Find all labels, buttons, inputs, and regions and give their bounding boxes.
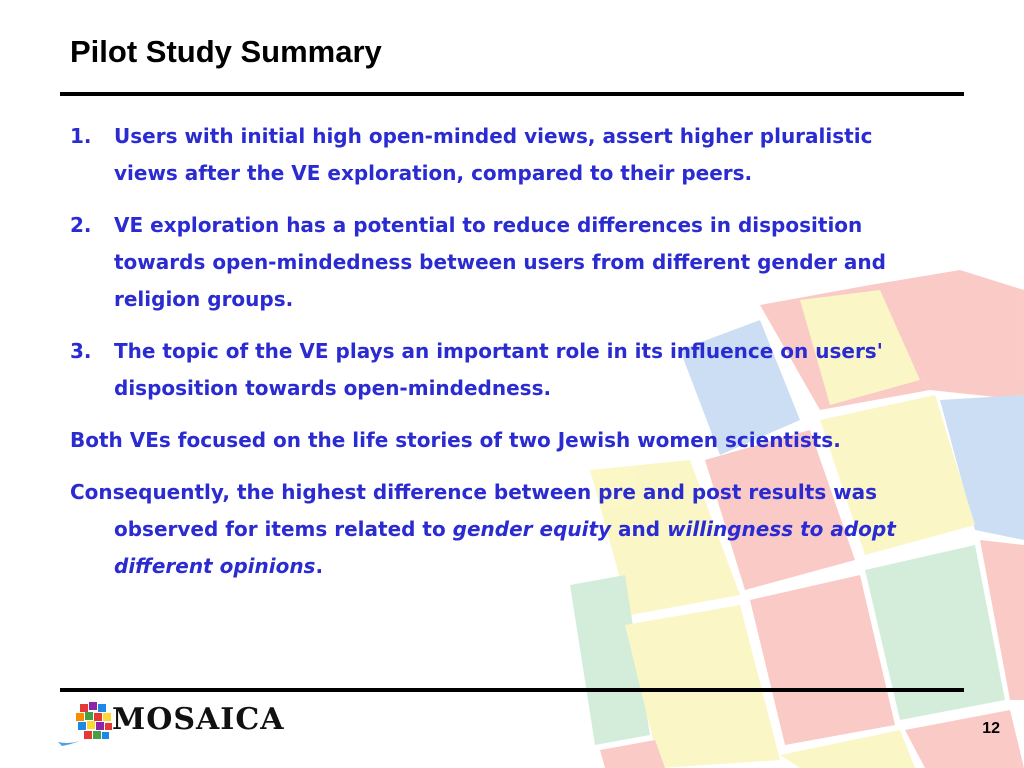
paragraph-connector-text: and	[611, 517, 668, 541]
mosaic-tile	[905, 710, 1024, 768]
list-item-text: The topic of the VE plays an important role in its influence on users' disposition towards open-mindedness.	[114, 339, 883, 400]
list-item-number: 2.	[70, 213, 92, 237]
list-item-number: 3.	[70, 339, 92, 363]
slide-body	[70, 118, 940, 600]
page-number: 12	[982, 720, 1000, 737]
body-paragraph	[70, 474, 940, 585]
logo-text: MOSAICA	[112, 702, 285, 737]
list-item	[70, 207, 940, 318]
emphasis-gender-equity: gender equity	[452, 517, 612, 541]
list-item-number: 1.	[70, 124, 92, 148]
mosaic-tile	[600, 740, 665, 768]
list-item	[70, 118, 940, 192]
paragraph-lead-text: Consequently, the highest difference between pre and post results was observed for items related to	[70, 480, 878, 541]
list-item-text: VE exploration has a potential to reduce differences in disposition towards open-mindedness between users from different gender and religion groups.	[114, 213, 886, 311]
paragraph-end-text: .	[315, 554, 324, 578]
footer-divider	[60, 688, 964, 692]
page-title: Pilot Study Summary	[70, 34, 382, 69]
body-paragraph: Both VEs focused on the life stories of two Jewish women scientists.	[70, 428, 841, 452]
list-item-text: Users with initial high open-minded views, assert higher pluralistic views after the VE exploration, compared to their peers.	[114, 124, 873, 185]
emphasis-willingness: willingness to adopt different opinions	[114, 517, 896, 578]
list-item	[70, 333, 940, 407]
title-divider	[60, 92, 964, 96]
